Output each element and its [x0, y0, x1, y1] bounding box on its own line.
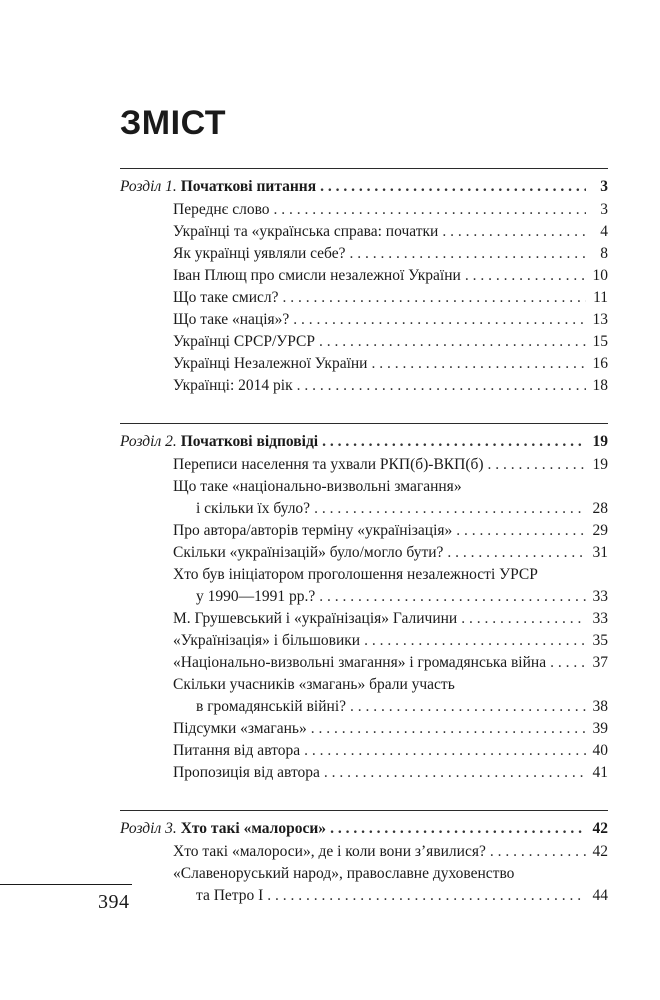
entry-page-number: 38	[592, 698, 608, 715]
toc-entry-continuation	[196, 696, 608, 718]
toc-entry	[173, 564, 608, 586]
dot-leader	[319, 331, 586, 353]
entry-page-number: 29	[592, 522, 608, 539]
entry-page-number: 41	[592, 764, 608, 781]
entry-page-number: 42	[592, 843, 608, 860]
chapter-page-number: 42	[592, 820, 608, 837]
dot-leader	[371, 353, 586, 375]
entry-title: Українці: 2014 рік	[173, 377, 293, 394]
dot-leader	[550, 652, 586, 674]
dot-leader	[350, 696, 586, 718]
entry-title: Хто такі «малороси», де і коли вони з’явилися?	[173, 843, 486, 860]
dot-leader	[456, 520, 586, 542]
entry-title: Іван Плющ про смисли незалежної України	[173, 267, 461, 284]
entry-title: Що таке смисл?	[173, 289, 279, 306]
toc-entry	[173, 718, 608, 740]
dot-leader	[304, 740, 586, 762]
entry-page-number: 11	[593, 289, 608, 306]
chapter-divider	[120, 810, 608, 811]
entry-page-number: 3	[600, 201, 608, 218]
entry-page-number: 40	[592, 742, 608, 759]
toc-entry	[173, 454, 608, 476]
entry-page-number: 18	[592, 377, 608, 394]
dot-leader	[461, 608, 586, 630]
entry-title: Переписи населення та ухвали РКП(б)-ВКП(б)	[173, 456, 484, 473]
chapter-title: Початкові питання	[180, 178, 317, 195]
entry-title: Підсумки «змагань»	[173, 720, 307, 737]
dot-leader	[364, 630, 586, 652]
dot-leader	[314, 498, 586, 520]
toc-entry	[173, 375, 608, 397]
entry-title: Що таке «національно-визвольні змагання»	[173, 478, 462, 495]
entry-title: Пропозиція від автора	[173, 764, 320, 781]
entry-title: Хто був ініціатором проголошення незалежності УРСР	[173, 566, 538, 583]
chapter-prefix: Розділ 3.	[120, 820, 177, 837]
entry-title: Скільки учасників «змагань» брали участь	[173, 676, 455, 693]
entry-page-number: 10	[592, 267, 608, 284]
toc-entry	[173, 863, 608, 885]
dot-leader	[442, 221, 586, 243]
dot-leader	[322, 431, 586, 453]
entry-page-number: 15	[592, 333, 608, 350]
entry-page-number: 28	[592, 500, 608, 517]
dot-leader	[319, 586, 586, 608]
toc-chapter	[120, 431, 608, 453]
chapter-title: Хто такі «малороси»	[180, 820, 327, 837]
entry-title: в громадянській війні?	[196, 698, 347, 715]
toc-entry	[173, 243, 608, 265]
toc-entry	[173, 674, 608, 696]
dot-leader	[488, 454, 586, 476]
entry-page-number: 33	[592, 610, 608, 627]
entry-page-number: 16	[592, 355, 608, 372]
toc-entry	[173, 331, 608, 353]
dot-leader	[293, 309, 586, 331]
entry-page-number: 44	[592, 887, 608, 904]
entry-title: у 1990—1991 рр.?	[196, 588, 316, 605]
chapter-page-number: 19	[592, 433, 608, 450]
entry-title: і скільки їх було?	[196, 500, 311, 517]
dot-leader	[465, 265, 586, 287]
entry-page-number: 13	[592, 311, 608, 328]
toc-entry-continuation	[196, 498, 608, 520]
dot-leader	[447, 542, 586, 564]
dot-leader	[282, 287, 586, 309]
toc-entry	[173, 265, 608, 287]
toc-entry	[173, 630, 608, 652]
dot-leader	[490, 841, 586, 863]
dot-leader	[267, 885, 586, 907]
chapter-title: Початкові відповіді	[180, 433, 319, 450]
entry-page-number: 8	[600, 245, 608, 262]
entry-title: Що таке «нація»?	[173, 311, 290, 328]
entry-title: Скільки «українізацій» було/могло бути?	[173, 544, 444, 561]
toc-entry	[173, 652, 608, 674]
entry-title: Українці Незалежної України	[173, 355, 368, 372]
entry-page-number: 37	[592, 654, 608, 671]
toc-chapter	[120, 818, 608, 840]
chapter-prefix: Розділ 1.	[120, 178, 177, 195]
dot-leader	[324, 762, 586, 784]
toc-entry-continuation	[196, 586, 608, 608]
toc-entry	[173, 221, 608, 243]
toc-entry	[173, 740, 608, 762]
toc-entry	[173, 199, 608, 221]
entry-page-number: 31	[592, 544, 608, 561]
dot-leader	[330, 818, 586, 840]
entry-title: та Петро І	[196, 887, 264, 904]
entry-title: Українці та «українська справа: початки	[173, 223, 439, 240]
toc-entry	[173, 841, 608, 863]
toc-entry	[173, 287, 608, 309]
footer-rule	[0, 884, 132, 885]
toc-entry	[173, 476, 608, 498]
dot-leader	[320, 176, 586, 198]
chapter-page-number: 3	[600, 178, 608, 195]
chapter-divider	[120, 423, 608, 424]
dot-leader	[297, 375, 586, 397]
toc-entry-continuation	[196, 885, 608, 907]
chapter-divider	[120, 168, 608, 169]
dot-leader	[274, 199, 586, 221]
entry-title: Про автора/авторів терміну «українізація»	[173, 522, 453, 539]
toc-entry	[173, 608, 608, 630]
toc-entry	[173, 309, 608, 331]
entry-title: «Українізація» і більшовики	[173, 632, 361, 649]
entry-page-number: 4	[600, 223, 608, 240]
chapter-prefix: Розділ 2.	[120, 433, 177, 450]
entry-page-number: 35	[592, 632, 608, 649]
entry-title: «Національно-визвольні змагання» і громадянська війна	[173, 654, 547, 671]
entry-title: Як українці уявляли себе?	[173, 245, 346, 262]
page-number: 394	[98, 891, 130, 913]
entry-title: Питання від автора	[173, 742, 301, 759]
toc-entry	[173, 520, 608, 542]
toc-entry	[173, 542, 608, 564]
toc-chapter	[120, 176, 608, 198]
entry-page-number: 39	[592, 720, 608, 737]
entry-page-number: 33	[592, 588, 608, 605]
entry-title: Українці СРСР/УРСР	[173, 333, 316, 350]
entry-title: М. Грушевський і «українізація» Галичини	[173, 610, 458, 627]
entry-page-number: 19	[592, 456, 608, 473]
page-title: ЗМІСТ	[120, 104, 227, 142]
entry-title: «Славеноруський народ», православне духовенство	[173, 865, 515, 882]
dot-leader	[311, 718, 586, 740]
toc-entry	[173, 762, 608, 784]
toc-entry	[173, 353, 608, 375]
dot-leader	[350, 243, 587, 265]
entry-title: Переднє слово	[173, 201, 270, 218]
